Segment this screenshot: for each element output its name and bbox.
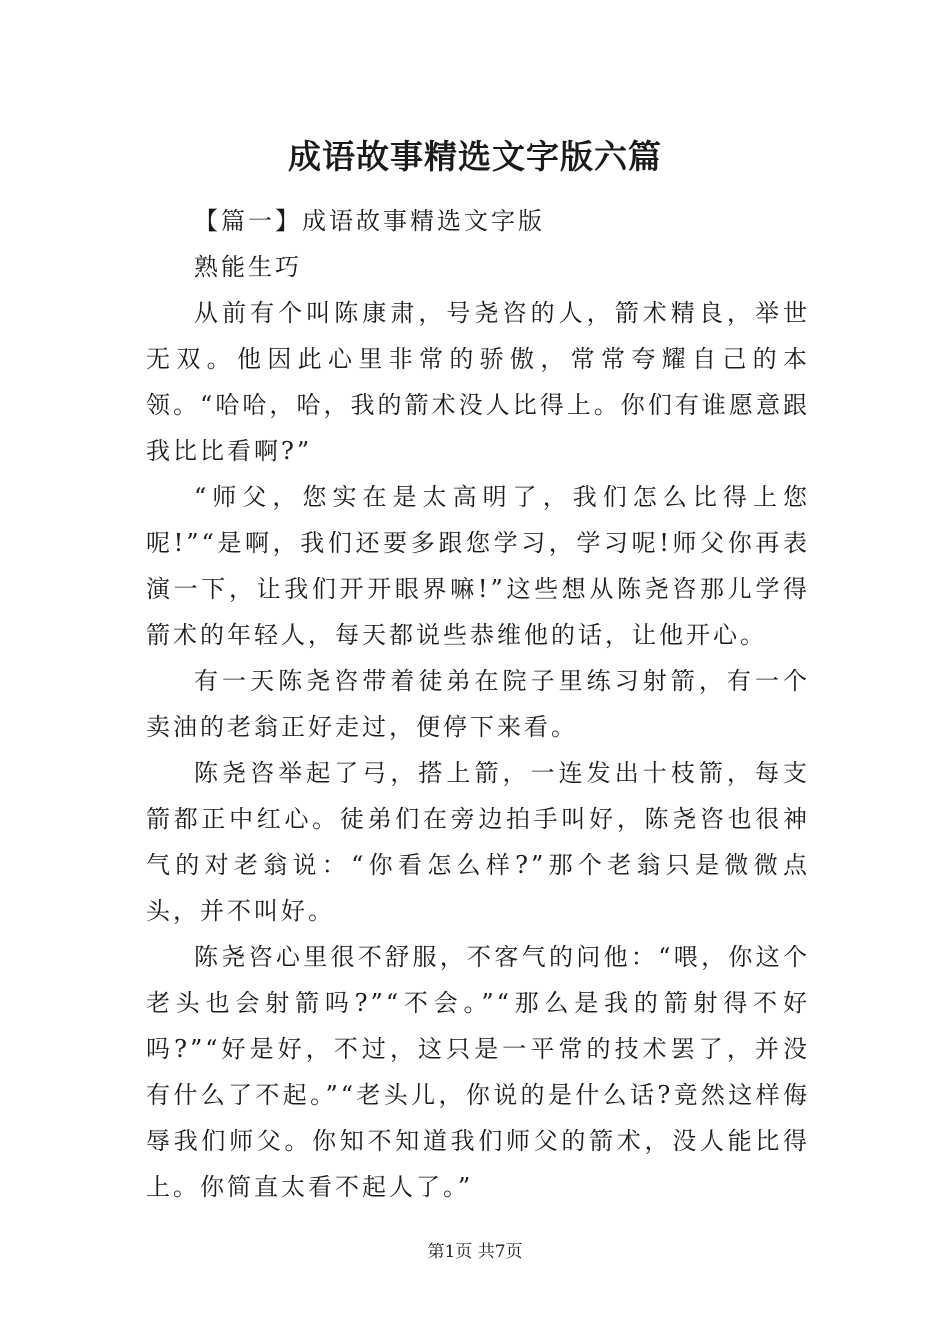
document-title: 成语故事精选文字版六篇 bbox=[288, 137, 662, 176]
paragraph: 有一天陈尧咨带着徒弟在院子里练习射箭，有一个卖油的老翁正好走过，便停下来看。 bbox=[146, 667, 810, 741]
document-body bbox=[146, 198, 810, 1210]
section-heading: 【篇一】成语故事精选文字版 bbox=[194, 207, 545, 235]
paragraph: “师父，您实在是太高明了，我们怎么比得上您呢!”“是啊，我们还要多跟您学习，学习呢!师父你再表演一下，让我们开开眼界嘛!”这些想从陈尧咨那儿学得箭术的年轻人，每天都说些恭维他的话，让他开心。 bbox=[146, 483, 810, 649]
paragraph: 陈尧咨举起了弓，搭上箭，一连发出十枝箭，每支箭都正中红心。徒弟们在旁边拍手叫好，陈尧咨也很神气的对老翁说：“你看怎么样?”那个老翁只是微微点头，并不叫好。 bbox=[146, 759, 810, 925]
paragraph: 陈尧咨心里很不舒服，不客气的问他：“喂，你这个老头也会射箭吗?”“不会。”“那么是我的箭射得不好吗?”“好是好，不过，这只是一平常的技术罢了，并没有什么了不起。”“老头儿，你说的是什么话?竟然这样侮辱我们师父。你知不知道我们师父的箭术，没人能比得上。你简直太看不起人了。” bbox=[146, 943, 810, 1201]
story-title: 熟能生巧 bbox=[194, 253, 302, 281]
page-footer: 第1页 共7页 bbox=[427, 1242, 523, 1262]
paragraph: 从前有个叫陈康肃，号尧咨的人，箭术精良，举世无双。他因此心里非常的骄傲，常常夸耀自己的本领。“哈哈，哈，我的箭术没人比得上。你们有谁愿意跟我比比看啊?” bbox=[146, 299, 810, 465]
